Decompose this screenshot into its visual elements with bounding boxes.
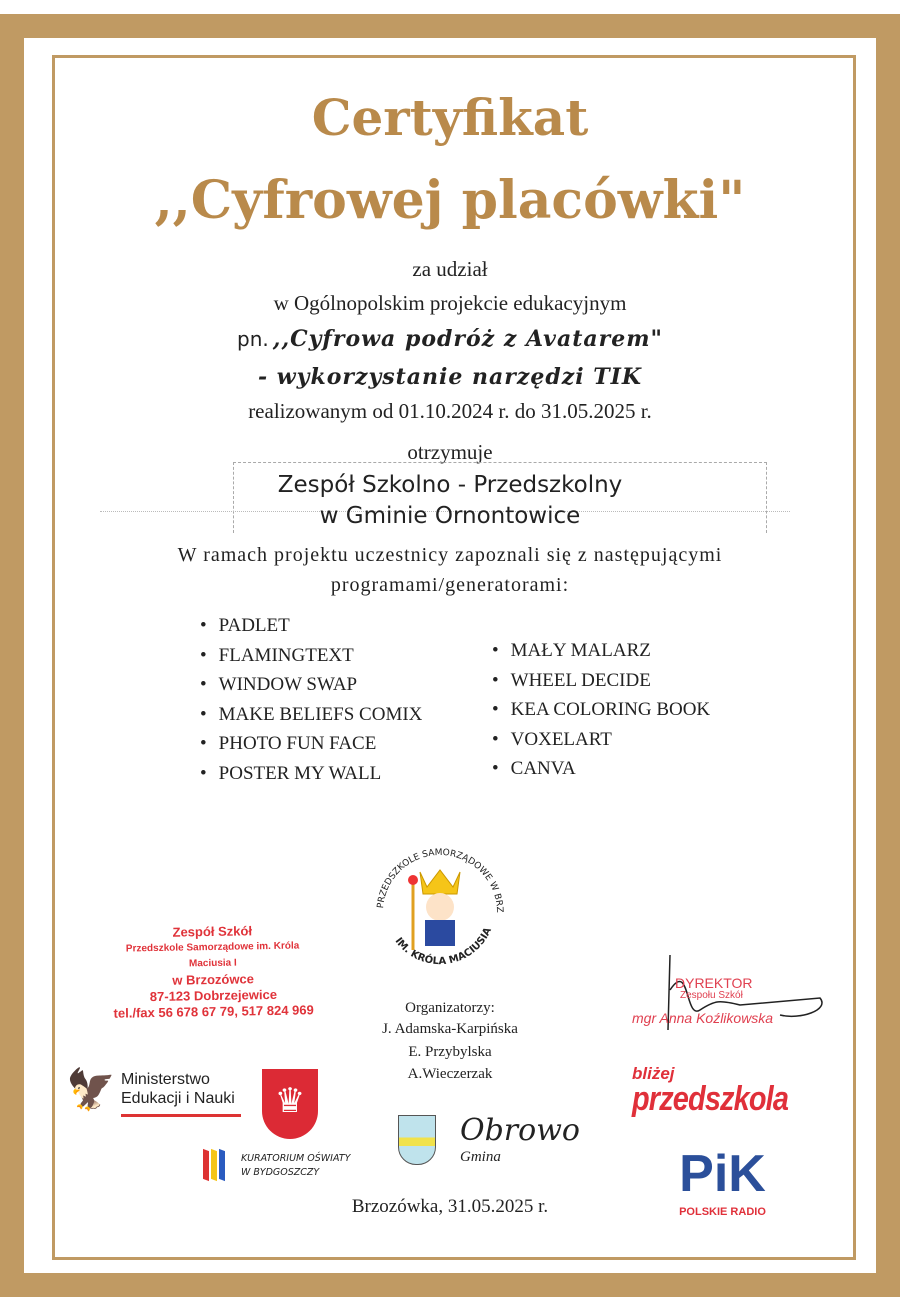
stamp-line: tel./fax 56 678 67 79, 517 824 969 (113, 1002, 314, 1021)
receives: otrzymuje (407, 440, 493, 464)
eagle-icon: 🦅 (66, 1067, 116, 1112)
place-date: Brzozówka, 31.05.2025 r. (351, 1196, 549, 1217)
ministry-logo (66, 1066, 246, 1126)
program-item: • WINDOW SWAP (200, 674, 422, 704)
programs-list-left (200, 615, 422, 792)
poland-emblem-icon: ♛ (262, 1069, 318, 1139)
program-item: • MAKE BELIEFS COMIX (200, 704, 422, 734)
project-line (0, 326, 900, 352)
recipient-line-1: Zespół Szkolno - Przedszkolny (277, 472, 623, 498)
kuratorium-logo (203, 1146, 383, 1186)
program-item: • KEA COLORING BOOK (492, 699, 710, 729)
programs-list-right (492, 640, 710, 788)
organizer: E. Przybylska (408, 1044, 492, 1060)
blizej-text: bliżej (632, 1064, 675, 1083)
program-item: • POSTER MY WALL (200, 763, 422, 793)
project-prefix: pn. (237, 327, 269, 351)
obrowo-logo (398, 1115, 598, 1170)
director-title: DYREKTOR (675, 975, 753, 991)
stamp-line: w Brzozówce (172, 971, 255, 988)
intro-1: za udział (412, 257, 488, 281)
kuratorium-line: KURATORIUM OŚWIATY (241, 1153, 351, 1164)
programs-intro-1: W ramach projektu uczestnicy zapoznali się z następującymi (177, 544, 723, 566)
organizers-label: Organizatorzy: (405, 1000, 495, 1016)
program-item: • VOXELART (492, 729, 710, 759)
program-item: • PHOTO FUN FACE (200, 733, 422, 763)
blizej-przedszkola-logo (632, 1066, 816, 1117)
kuratorium-line: W BYDGOSZCZY (241, 1167, 320, 1178)
ministry-line: Edukacji i Nauki (121, 1090, 235, 1107)
logo-text-top: PRZEDSZKOLE SAMORZĄDOWE W BRZ (376, 847, 505, 913)
ministry-line: Ministerstwo (121, 1071, 210, 1088)
obrowo-name: Obrowo (460, 1113, 580, 1148)
stamp-line: 87-123 Dobrzejewice (149, 986, 278, 1005)
program-item: • CANVA (492, 758, 710, 788)
obrowo-gmina: Gmina (460, 1149, 501, 1165)
przedszkola-text: przedszkola (632, 1080, 789, 1118)
logo-text-bottom: IM. KRÓLA MACIUSIA (392, 925, 494, 968)
director-school: Zespołu Szkół (680, 990, 743, 1001)
coat-of-arms-icon (398, 1115, 436, 1165)
pik-text: PiK (679, 1145, 766, 1203)
program-item: • PADLET (200, 615, 422, 645)
project-subtitle: - wykorzystanie narzędzi TIK (257, 364, 643, 390)
organizer: A.Wieczerzak (407, 1066, 493, 1082)
director-stamp (630, 950, 830, 1040)
project-name: ,,Cyfrowa podróż z Avatarem" (272, 326, 663, 352)
recipient-line-2: w Gminie Ornontowice (319, 503, 581, 529)
school-logo (365, 832, 515, 982)
program-item: • MAŁY MALARZ (492, 640, 710, 670)
program-item: • WHEEL DECIDE (492, 670, 710, 700)
polskie-radio-text: POLSKIE RADIO (679, 1206, 766, 1218)
intro-2: w Ogólnopolskim projekcie edukacyjnym (273, 291, 627, 315)
stamp-line: Zespół Szkół (172, 923, 253, 940)
ministry-underline (121, 1114, 241, 1117)
program-item: • FLAMINGTEXT (200, 645, 422, 675)
period: realizowanym od 01.10.2024 r. do 31.05.2025 r. (248, 399, 652, 423)
director-name: mgr Anna Koźlikowska (632, 1010, 774, 1026)
stamp-line: Przedszkole Samorządowe im. Króla Maciusia I (125, 940, 300, 970)
organizer: J. Adamska-Karpińska (382, 1021, 518, 1037)
subtitle: ,,Cyfrowej placówki" (154, 170, 746, 231)
programs-intro-2: programami/generatorami: (330, 574, 570, 596)
title: Certyfikat (311, 88, 589, 147)
